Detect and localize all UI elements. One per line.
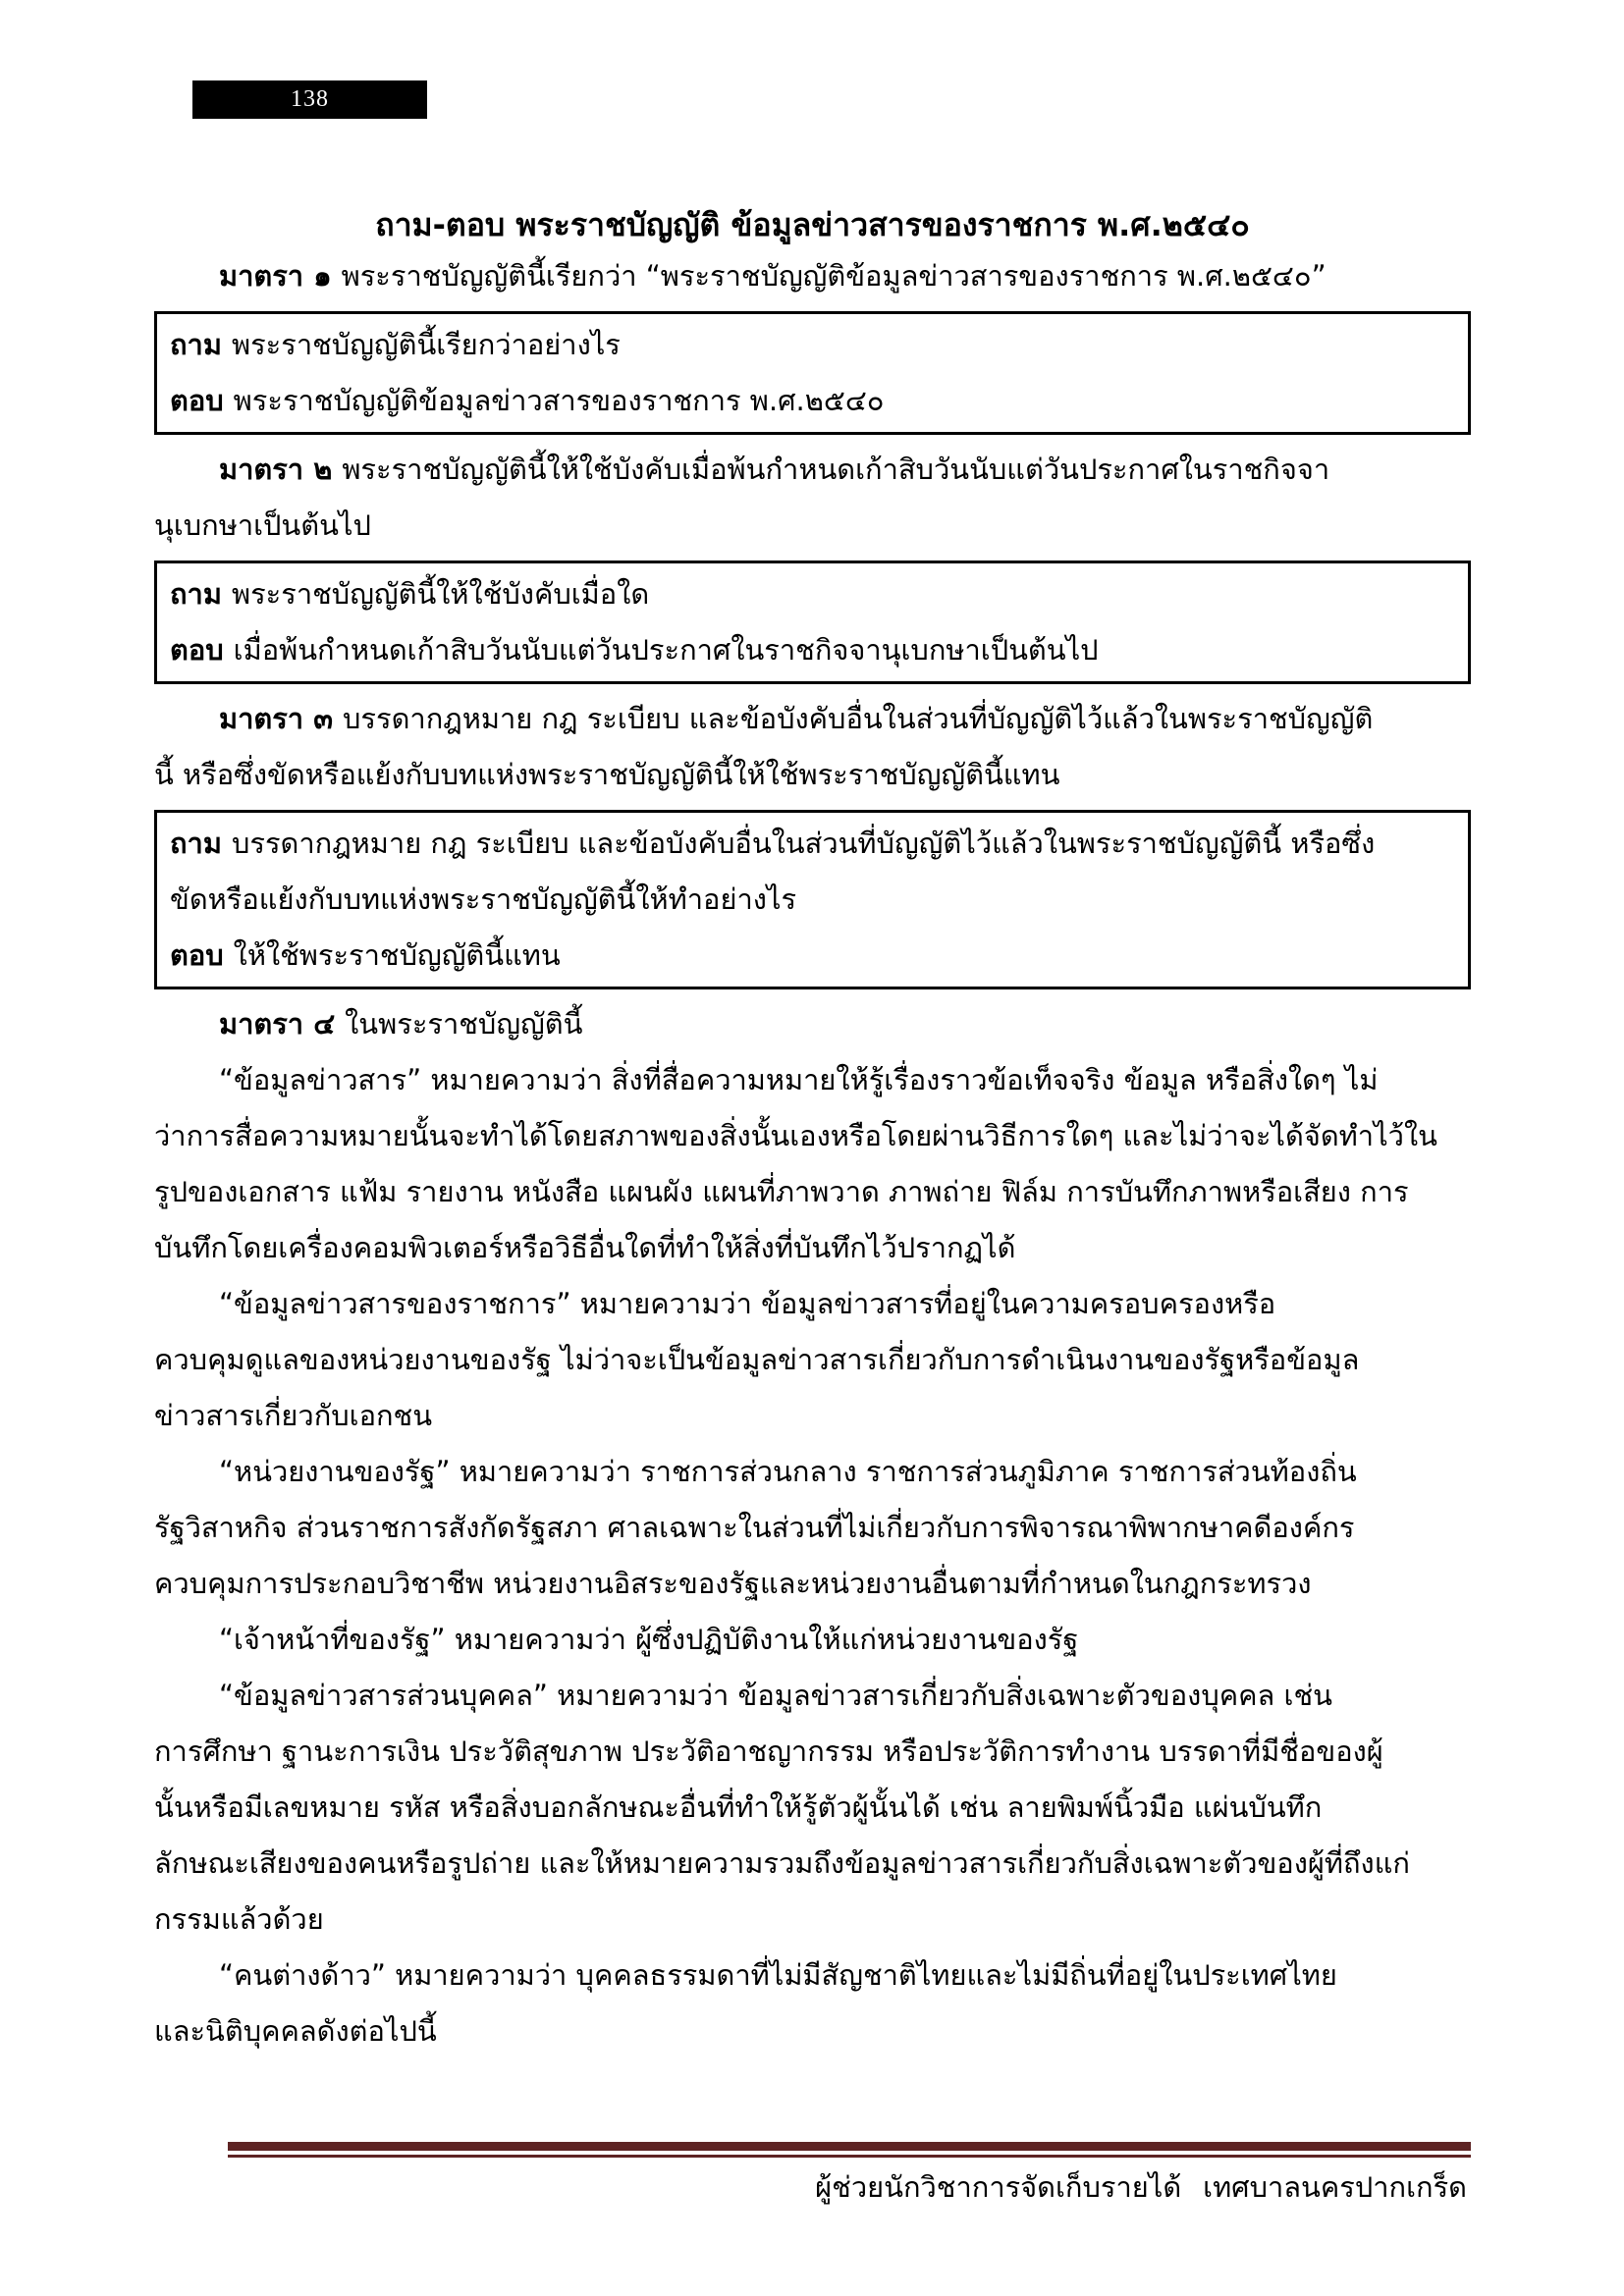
qa-answer-line	[170, 928, 1455, 984]
section-2-paragraph-line-2: นุเบกษาเป็นต้นไป	[154, 508, 371, 542]
answer-label: ตอบ	[170, 633, 224, 667]
qa-answer-line	[170, 373, 1455, 429]
definition-line: ควบคุมการประกอบวิชาชีพ หน่วยงานอิสระของรัฐและหน่วยงานอื่นตามที่กำหนดในกฎกระทรวง	[154, 1567, 1312, 1600]
qa-question-line-2: ขัดหรือแย้งกับบทแห่งพระราชบัญญัตินี้ให้ทำอย่างไร	[170, 882, 797, 916]
section-3-paragraph-line-1	[154, 691, 1471, 747]
definition-line: ว่าการสื่อความหมายนั้นจะทำได้โดยสภาพของสิ่งนั้นเองหรือโดยผ่านวิธีการใดๆ และไม่ว่าจะได้จัดทำไว้ใน	[154, 1119, 1437, 1152]
footer-rule-thin	[228, 2155, 1471, 2158]
question-label: ถาม	[170, 577, 222, 611]
definition-personal-information	[154, 1668, 1471, 1948]
section-2-label: มาตรา ๒	[219, 453, 333, 486]
definition-line: นั้นหรือมีเลขหมาย รหัส หรือสิ่งบอกลักษณะอื่นที่ทำให้รู้ตัวผู้นั้นได้ เช่น ลายพิมพ์นิ้วมือ แผ่นบันทึก	[154, 1790, 1323, 1824]
section-3-text-line-1: บรรดากฎหมาย กฎ ระเบียบ และข้อบังคับอื่นในส่วนที่บัญญัติไว้แล้วในพระราชบัญญัติ	[343, 702, 1374, 735]
page-number-badge	[192, 80, 427, 119]
qa-box-section-3	[154, 810, 1471, 989]
section-3-paragraph-line-2: นี้ หรือซึ่งขัดหรือแย้งกับบทแห่งพระราชบัญญัตินี้ให้ใช้พระราชบัญญัตินี้แทน	[154, 758, 1060, 791]
definition-alien	[154, 1948, 1471, 2059]
section-2-paragraph-line-1	[154, 442, 1471, 498]
footer-credit-role: ผู้ช่วยนักวิชาการจัดเก็บรายได้	[815, 2170, 1182, 2204]
answer-text: พระราชบัญญัติข้อมูลข่าวสารของราชการ พ.ศ.๒๕๔๐	[233, 384, 885, 417]
definition-official-information	[154, 1276, 1471, 1444]
answer-label: ตอบ	[170, 938, 224, 972]
definition-information	[154, 1052, 1471, 1276]
definition-line: รัฐวิสาหกิจ ส่วนราชการสังกัดรัฐสภา ศาลเฉพาะในส่วนที่ไม่เกี่ยวกับการพิจารณาพิพากษาคดีองค์กร	[154, 1511, 1355, 1544]
qa-answer-line	[170, 622, 1455, 678]
document-body	[154, 201, 1471, 2059]
question-text: พระราชบัญญัตินี้เรียกว่าอย่างไร	[231, 328, 621, 361]
definition-line: “ข้อมูลข่าวสารของราชการ” หมายความว่า ข้อมูลข่าวสารที่อยู่ในความครอบครองหรือ	[219, 1287, 1276, 1320]
definition-line: “หน่วยงานของรัฐ” หมายความว่า ราชการส่วนกลาง ราชการส่วนภูมิภาค ราชการส่วนท้องถิ่น	[219, 1455, 1357, 1488]
footer-rule-thick	[228, 2142, 1471, 2151]
qa-question-line	[170, 317, 1455, 373]
answer-text: ให้ใช้พระราชบัญญัตินี้แทน	[233, 938, 561, 972]
section-1-paragraph	[154, 248, 1471, 304]
definition-line: “เจ้าหน้าที่ของรัฐ” หมายความว่า ผู้ซึ่งปฏิบัติงานให้แก่หน่วยงานของรัฐ	[219, 1623, 1079, 1656]
definition-line: กรรมแล้วด้วย	[154, 1902, 324, 1936]
answer-text: เมื่อพ้นกำหนดเก้าสิบวันนับแต่วันประกาศในราชกิจจานุเบกษาเป็นต้นไป	[233, 633, 1099, 667]
qa-box-section-2	[154, 561, 1471, 684]
section-3-label: มาตรา ๓	[219, 702, 334, 735]
section-4-text: ในพระราชบัญญัตินี้	[345, 1007, 583, 1041]
definition-line: “ข้อมูลข่าวสารส่วนบุคคล” หมายความว่า ข้อมูลข่าวสารเกี่ยวกับสิ่งเฉพาะตัวของบุคคล เช่น	[219, 1679, 1332, 1712]
section-4-label: มาตรา ๔	[219, 1007, 336, 1041]
question-label: ถาม	[170, 827, 222, 860]
section-4-paragraph	[154, 996, 1471, 1052]
definition-state-official	[154, 1612, 1471, 1668]
definition-line: รูปของเอกสาร แฟ้ม รายงาน หนังสือ แผนผัง แผนที่ภาพวาด ภาพถ่าย ฟิล์ม การบันทึกภาพหรือเสียง การ	[154, 1175, 1409, 1208]
definition-state-agency	[154, 1444, 1471, 1612]
qa-box-section-1	[154, 311, 1471, 435]
footer-credit-organization: เทศบาลนครปากเกร็ด	[1203, 2170, 1467, 2204]
qa-question-line-1	[170, 816, 1455, 872]
definition-line: “ข้อมูลข่าวสาร” หมายความว่า สิ่งที่สื่อความหมายให้รู้เรื่องราวข้อเท็จจริง ข้อมูล หรือสิ่งใดๆ ไม่	[219, 1063, 1379, 1096]
question-text: พระราชบัญญัตินี้ให้ใช้บังคับเมื่อใด	[231, 577, 650, 611]
page-number: 138	[291, 86, 329, 112]
qa-question-line	[170, 566, 1455, 622]
definition-line: “คนต่างด้าว” หมายความว่า บุคคลธรรมดาที่ไม่มีสัญชาติไทยและไม่มีถิ่นที่อยู่ในประเทศไทย	[219, 1958, 1337, 1992]
definition-line: ควบคุมดูแลของหน่วยงานของรัฐ ไม่ว่าจะเป็นข้อมูลข่าวสารเกี่ยวกับการดำเนินงานของรัฐหรือข้อมูล	[154, 1343, 1360, 1376]
section-1-text: พระราชบัญญัตินี้เรียกว่า “พระราชบัญญัติข้อมูลข่าวสารของราชการ พ.ศ.๒๕๔๐”	[341, 259, 1326, 293]
definition-line: และนิติบุคคลดังต่อไปนี้	[154, 2014, 437, 2048]
section-2-text-line-1: พระราชบัญญัตินี้ให้ใช้บังคับเมื่อพ้นกำหนดเก้าสิบวันนับแต่วันประกาศในราชกิจจา	[342, 453, 1330, 486]
question-label: ถาม	[170, 328, 222, 361]
definition-line: ข่าวสารเกี่ยวกับเอกชน	[154, 1399, 433, 1432]
question-text-line-1: บรรดากฎหมาย กฎ ระเบียบ และข้อบังคับอื่นในส่วนที่บัญญัติไว้แล้วในพระราชบัญญัตินี้ หรือซึ่ง	[231, 827, 1376, 860]
section-1-label: มาตรา ๑	[219, 259, 332, 293]
definition-line: ลักษณะเสียงของคนหรือรูปถ่าย และให้หมายความรวมถึงข้อมูลข่าวสารเกี่ยวกับสิ่งเฉพาะตัวของผู้ที่ถึงแก่	[154, 1846, 1410, 1880]
definition-line: บันทึกโดยเครื่องคอมพิวเตอร์หรือวิธีอื่นใดที่ทำให้สิ่งที่บันทึกไว้ปรากฏได้	[154, 1231, 1016, 1264]
answer-label: ตอบ	[170, 384, 224, 417]
definition-line: การศึกษา ฐานะการเงิน ประวัติสุขภาพ ประวัติอาชญากรรม หรือประวัติการทำงาน บรรดาที่มีชื่อของผู้	[154, 1735, 1383, 1768]
document-title: ถาม-ตอบ พระราชบัญญัติ ข้อมูลข่าวสารของราชการ พ.ศ.๒๕๔๐	[375, 206, 1250, 243]
footer-credit	[815, 2165, 1467, 2209]
